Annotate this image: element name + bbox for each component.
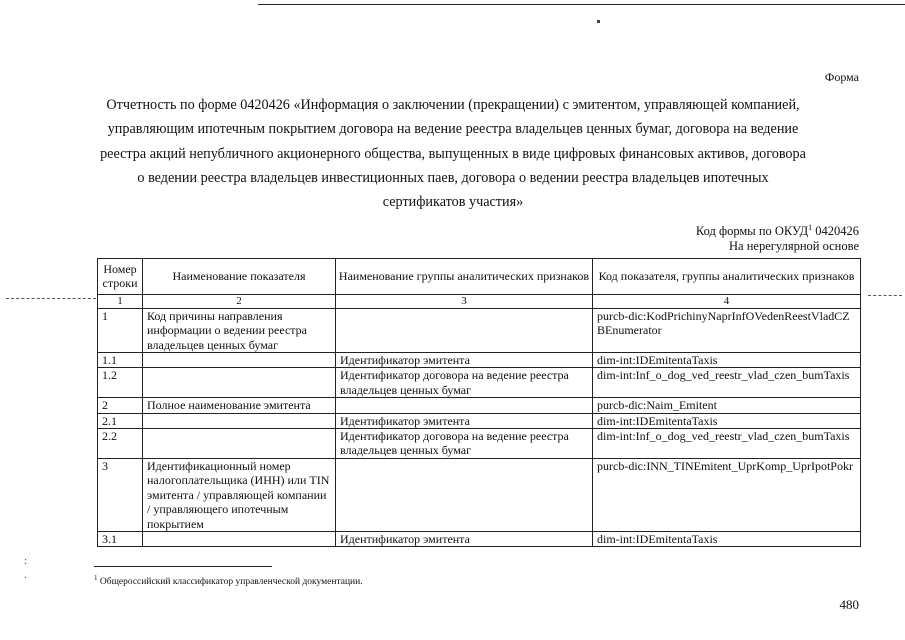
column-number: 1 bbox=[98, 294, 143, 308]
table-row bbox=[98, 368, 861, 398]
row-number: 3 bbox=[98, 458, 143, 531]
indicator-code: dim-int:IDEmitentaTaxis bbox=[593, 413, 861, 428]
table-row bbox=[98, 308, 861, 352]
okud-code-value: 0420426 bbox=[815, 224, 859, 239]
table-row bbox=[98, 413, 861, 428]
table-row bbox=[98, 531, 861, 546]
column-number: 4 bbox=[593, 294, 861, 308]
footnote bbox=[94, 574, 363, 587]
group-name: Идентификатор эмитента bbox=[336, 531, 593, 546]
okud-code-line bbox=[696, 223, 859, 239]
reporting-frequency: На нерегулярной основе bbox=[729, 239, 859, 253]
indicator-name: Код причины направления информации о ведении реестра владельцев ценных бумаг bbox=[143, 308, 336, 352]
indicator-code: dim-int:Inf_o_dog_ved_reestr_vlad_czen_bumTaxis bbox=[593, 429, 861, 459]
footnote-mark: 1 bbox=[94, 574, 98, 582]
column-header-indicator-name: Наименование показателя bbox=[143, 259, 336, 295]
row-number: 1.2 bbox=[98, 368, 143, 398]
indicator-name bbox=[143, 413, 336, 428]
form-label: Форма bbox=[824, 70, 859, 84]
table-row bbox=[98, 353, 861, 368]
indicator-code: dim-int:IDEmitentaTaxis bbox=[593, 531, 861, 546]
indicator-name: Идентификационный номер налогоплательщика (ИНН) или TIN эмитента / управляющей компании / управляющего ипотечным покрытием bbox=[143, 458, 336, 531]
group-name: Идентификатор эмитента bbox=[336, 413, 593, 428]
indicator-name bbox=[143, 353, 336, 368]
group-name bbox=[336, 398, 593, 413]
scan-speck bbox=[597, 20, 600, 23]
scan-dash-left bbox=[6, 298, 96, 299]
top-border-line bbox=[258, 4, 905, 5]
column-header-code: Код показателя, группы аналитических признаков bbox=[593, 259, 861, 295]
group-name bbox=[336, 308, 593, 352]
group-name bbox=[336, 458, 593, 531]
group-name: Идентификатор эмитента bbox=[336, 353, 593, 368]
footnote-separator bbox=[94, 566, 272, 567]
indicator-code: dim-int:Inf_o_dog_ved_reestr_vlad_czen_bumTaxis bbox=[593, 368, 861, 398]
column-header-group-name: Наименование группы аналитических признаков bbox=[336, 259, 593, 295]
indicator-code: purcb-dic:KodPrichinyNaprInfOVedenReestVladCZBEnumerator bbox=[593, 308, 861, 352]
document-title: Отчетность по форме 0420426 «Информация о заключении (прекращении) с эмитентом, управляющей компанией, управляющим ипотечным покрытием договора на ведение реестра владельцев ценных бумаг, договора на ведение реестра акций непубличного акционерного общества, выпущенных в виде цифровых финансовых активов, договора о ведении реестра владельцев инвестиционных паев, договора о ведении реестра владельцев ипотечных сертификатов участия» bbox=[100, 97, 806, 211]
indicators-table bbox=[97, 258, 861, 547]
indicator-name bbox=[143, 531, 336, 546]
group-name: Идентификатор договора на ведение реестра владельцев ценных бумаг bbox=[336, 368, 593, 398]
table-row bbox=[98, 458, 861, 531]
row-number: 2 bbox=[98, 398, 143, 413]
scan-dash-right bbox=[868, 295, 902, 296]
column-number: 3 bbox=[336, 294, 593, 308]
indicator-name: Полное наименование эмитента bbox=[143, 398, 336, 413]
indicator-code: dim-int:IDEmitentaTaxis bbox=[593, 353, 861, 368]
footnote-reference: 1 bbox=[808, 223, 813, 232]
indicator-code: purcb-dic:INN_TINEmitent_UprKomp_UprIpotPokr bbox=[593, 458, 861, 531]
indicator-name bbox=[143, 429, 336, 459]
scan-margin-mark: . bbox=[24, 569, 27, 581]
footnote-text: Общероссийский классификатор управленческой документации. bbox=[99, 577, 363, 588]
okud-code-label: Код формы по ОКУД bbox=[695, 224, 809, 239]
row-number: 2.1 bbox=[98, 413, 143, 428]
row-number: 2.2 bbox=[98, 429, 143, 459]
column-header-row-number: Номер строки bbox=[98, 259, 143, 295]
column-number: 2 bbox=[143, 294, 336, 308]
indicator-code: purcb-dic:Naim_Emitent bbox=[593, 398, 861, 413]
column-number-row bbox=[98, 294, 861, 308]
indicator-name bbox=[143, 368, 336, 398]
table-row bbox=[98, 398, 861, 413]
table-header-row bbox=[98, 259, 861, 295]
page-number: 480 bbox=[839, 597, 859, 612]
row-number: 1.1 bbox=[98, 353, 143, 368]
row-number: 1 bbox=[98, 308, 143, 352]
group-name: Идентификатор договора на ведение реестра владельцев ценных бумаг bbox=[336, 429, 593, 459]
row-number: 3.1 bbox=[98, 531, 143, 546]
table-row bbox=[98, 429, 861, 459]
scan-margin-mark: : bbox=[24, 555, 28, 567]
